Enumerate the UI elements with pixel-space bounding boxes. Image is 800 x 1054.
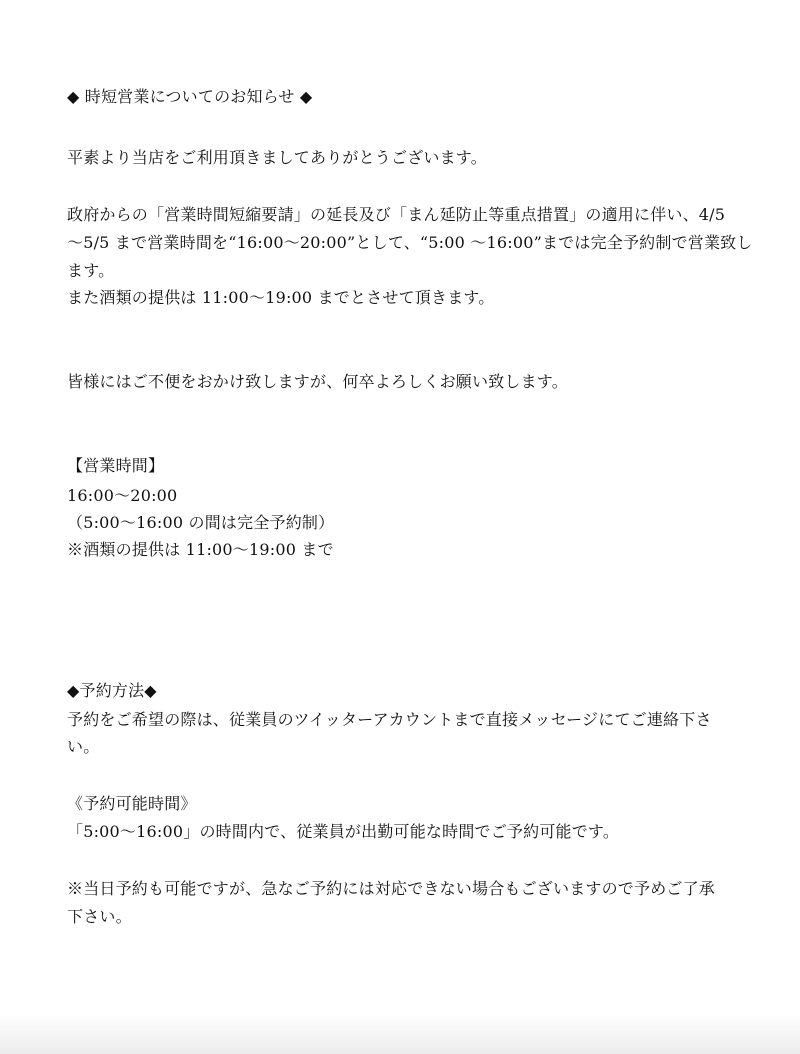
business-hours-time: 16:00〜20:00: [67, 486, 178, 505]
body-text-line-2: 〜5/5 まで営業時間を“16:00〜20:00”として、“5:00 〜16:00”までは完全予約制で営業致し: [67, 233, 753, 252]
body-text-line-1: 政府からの「営業時間短縮要請」の延長及び「まん延防止等重点措置」の適用に伴い、4/5: [67, 205, 726, 224]
reservation-method-line-2: い。: [67, 737, 100, 756]
reservation-only-note: （5:00〜16:00 の間は完全予約制）: [67, 513, 335, 532]
alcohol-service-text: また酒類の提供は 11:00〜19:00 までとさせて頂きます。: [67, 288, 495, 307]
available-time-text: 「5:00〜16:00」の時間内で、従業員が出勤可能な時間でご予約可能です。: [67, 822, 620, 841]
available-time-heading: 《予約可能時間》: [67, 794, 197, 813]
alcohol-hours-note: ※酒類の提供は 11:00〜19:00 まで: [67, 540, 334, 559]
reservation-method-heading: ◆予約方法◆: [67, 681, 157, 700]
notice-title: ◆ 時短営業についてのお知らせ ◆: [67, 87, 313, 106]
reservation-method-line-1: 予約をご希望の際は、従業員のツイッターアカウントまで直接メッセージにてご連絡下さ: [67, 710, 712, 729]
page-bottom-shadow: [0, 1014, 800, 1054]
same-day-note-line-2: 下さい。: [67, 907, 132, 926]
apology-text: 皆様にはご不便をおかけ致しますが、何卒よろしくお願い致します。: [67, 372, 568, 391]
same-day-note-line-1: ※当日予約も可能ですが、急なご予約には対応できない場合もございますので予めご了承: [67, 879, 716, 898]
greeting-text: 平素より当店をご利用頂きましてありがとうございます。: [67, 148, 487, 167]
business-hours-heading: 【営業時間】: [67, 456, 165, 475]
body-text-line-3: ます。: [67, 261, 115, 280]
